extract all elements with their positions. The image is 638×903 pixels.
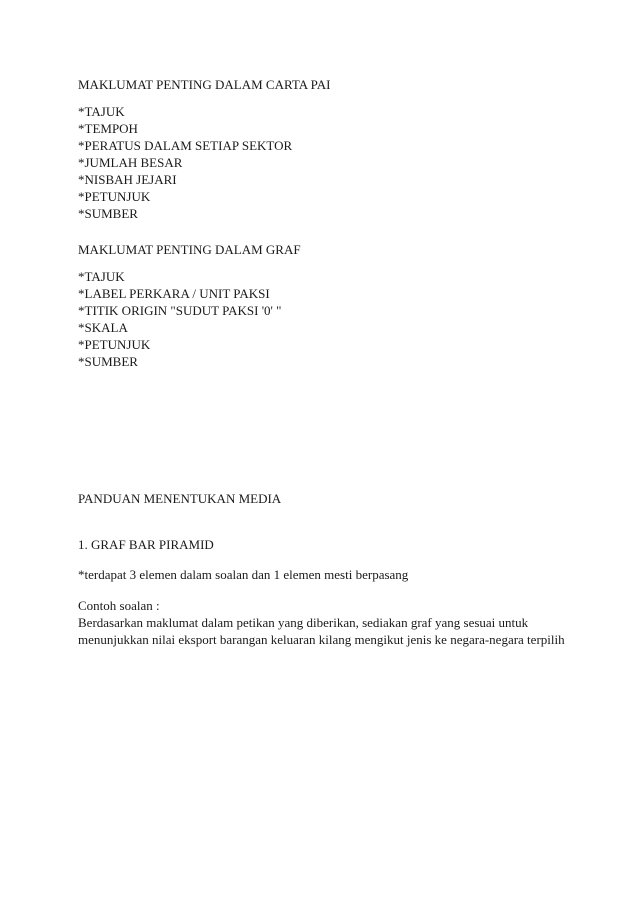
pie-item-peratus: *PERATUS DALAM SETIAP SEKTOR <box>78 138 293 153</box>
graph-item-petunjuk: *PETUNJUK <box>78 337 151 352</box>
pie-item-jumlah: *JUMLAH BESAR <box>78 155 183 170</box>
pie-item-tempoh: *TEMPOH <box>78 121 138 136</box>
example-label: Contoh soalan : <box>78 598 160 613</box>
graph-item-titik-origin: *TITIK ORIGIN "SUDUT PAKSI '0' " <box>78 303 282 318</box>
guide-subheading: 1. GRAF BAR PIRAMID <box>78 537 214 552</box>
graph-item-tajuk: *TAJUK <box>78 269 125 284</box>
example-text-line-1: Berdasarkan maklumat dalam petikan yang diberikan, sediakan graf yang sesuai untuk <box>78 615 529 630</box>
guide-note: *terdapat 3 elemen dalam soalan dan 1 elemen mesti berpasang <box>78 567 409 582</box>
graph-item-skala: *SKALA <box>78 320 128 335</box>
guide-heading: PANDUAN MENENTUKAN MEDIA <box>78 491 282 506</box>
pie-item-tajuk: *TAJUK <box>78 104 125 119</box>
graph-item-label: *LABEL PERKARA / UNIT PAKSI <box>78 286 270 301</box>
graph-section-heading: MAKLUMAT PENTING DALAM GRAF <box>78 242 301 257</box>
pie-item-sumber: *SUMBER <box>78 206 138 221</box>
pie-item-nisbah: *NISBAH JEJARI <box>78 172 177 187</box>
graph-item-sumber: *SUMBER <box>78 354 138 369</box>
example-text-line-2: menunjukkan nilai eksport barangan keluaran kilang mengikut jenis ke negara-negara terpilih <box>78 632 565 647</box>
pie-section-heading: MAKLUMAT PENTING DALAM CARTA PAI <box>78 77 331 92</box>
pie-item-petunjuk: *PETUNJUK <box>78 189 151 204</box>
